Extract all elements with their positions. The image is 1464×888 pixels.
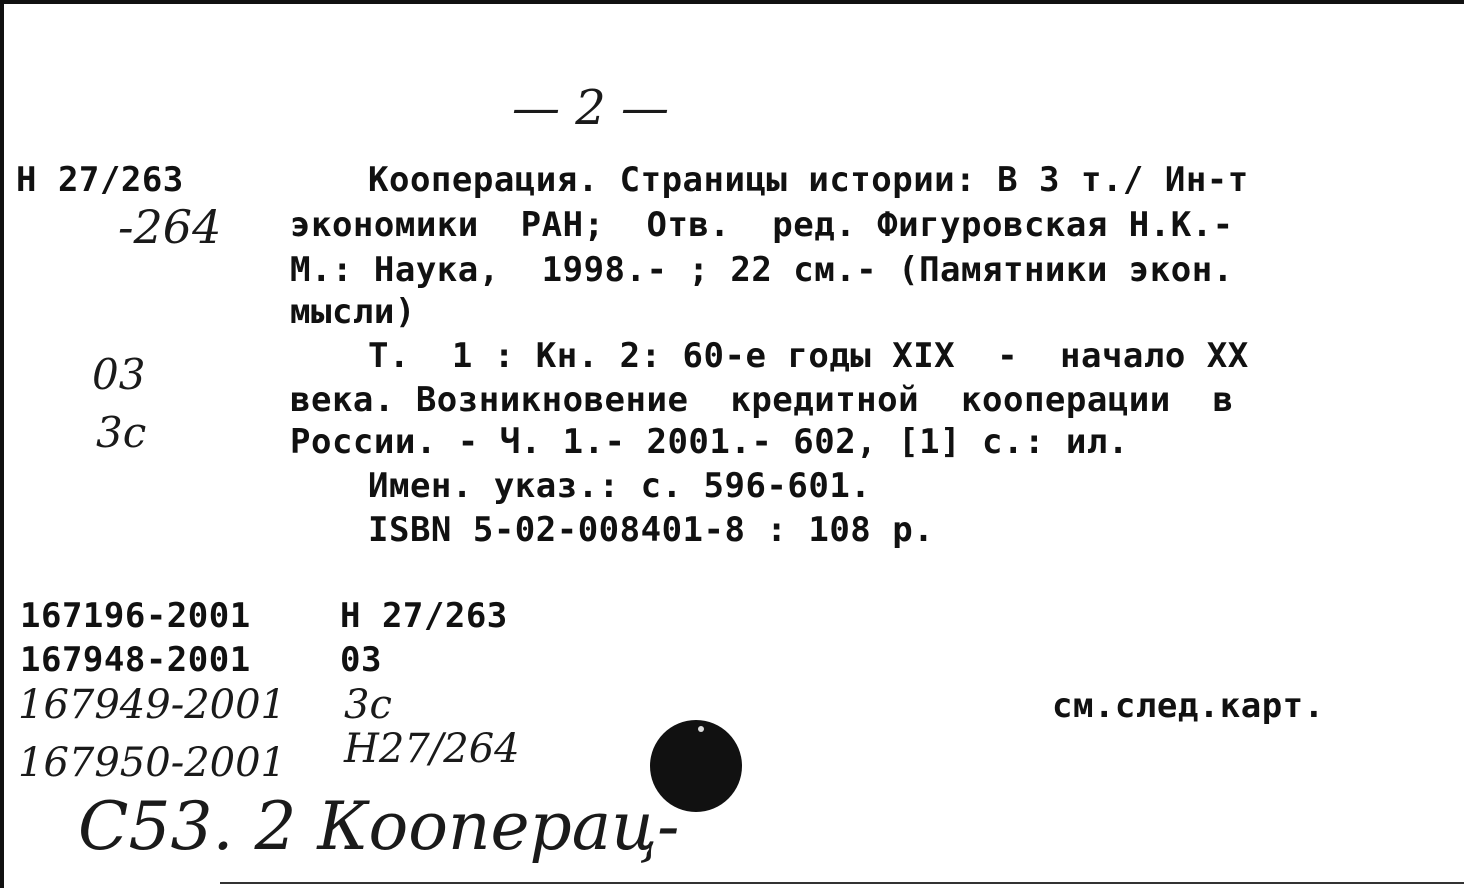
volume-line-2: века. Возникновение кредитной кооперации в (290, 380, 1234, 420)
margin-code-2: 3c (96, 408, 147, 457)
body-line-4: мысли) (290, 292, 416, 332)
margin-code-1: 03 (92, 350, 146, 399)
page-number: — 2 — (512, 80, 670, 136)
shelfmark-top-hand: -264 (118, 200, 222, 254)
volume-line-3: России. - Ч. 1.- 2001.- 602, [1] с.: ил. (290, 422, 1129, 462)
holding-number-4: 167950-2001 (18, 740, 287, 786)
body-line-1: Кооперация. Страницы истории: В 3 т./ Ин-т (368, 160, 1249, 200)
holding-location-1: Н 27/263 (340, 596, 508, 636)
card-left-edge (0, 0, 4, 888)
volume-line-1: Т. 1 : Кн. 2: 60-е годы XIX - начало XX (368, 336, 1249, 376)
classification-handwritten: С53. 2 Кооперац- (78, 788, 680, 865)
body-line-2: экономики РАН; Отв. ред. Фигуровская Н.К.- (290, 205, 1234, 245)
card-top-edge (0, 0, 1464, 4)
body-line-3: М.: Наука, 1998.- ; 22 см.- (Памятники экон. (290, 250, 1234, 290)
holding-location-3: 3c (344, 682, 392, 728)
card-bottom-edge (220, 882, 1464, 884)
holding-number-1: 167196-2001 (20, 596, 251, 636)
holding-number-3: 167949-2001 (18, 682, 287, 728)
isbn-line: ISBN 5-02-008401-8 : 108 р. (368, 510, 935, 550)
holding-number-2: 167948-2001 (20, 640, 251, 680)
index-note: Имен. указ.: с. 596-601. (368, 466, 872, 506)
holding-location-2: 03 (340, 640, 382, 680)
holding-location-4: Н27/264 (344, 726, 520, 772)
continued-note: см.след.карт. (1052, 686, 1325, 726)
shelfmark-top: Н 27/263 (16, 160, 184, 200)
